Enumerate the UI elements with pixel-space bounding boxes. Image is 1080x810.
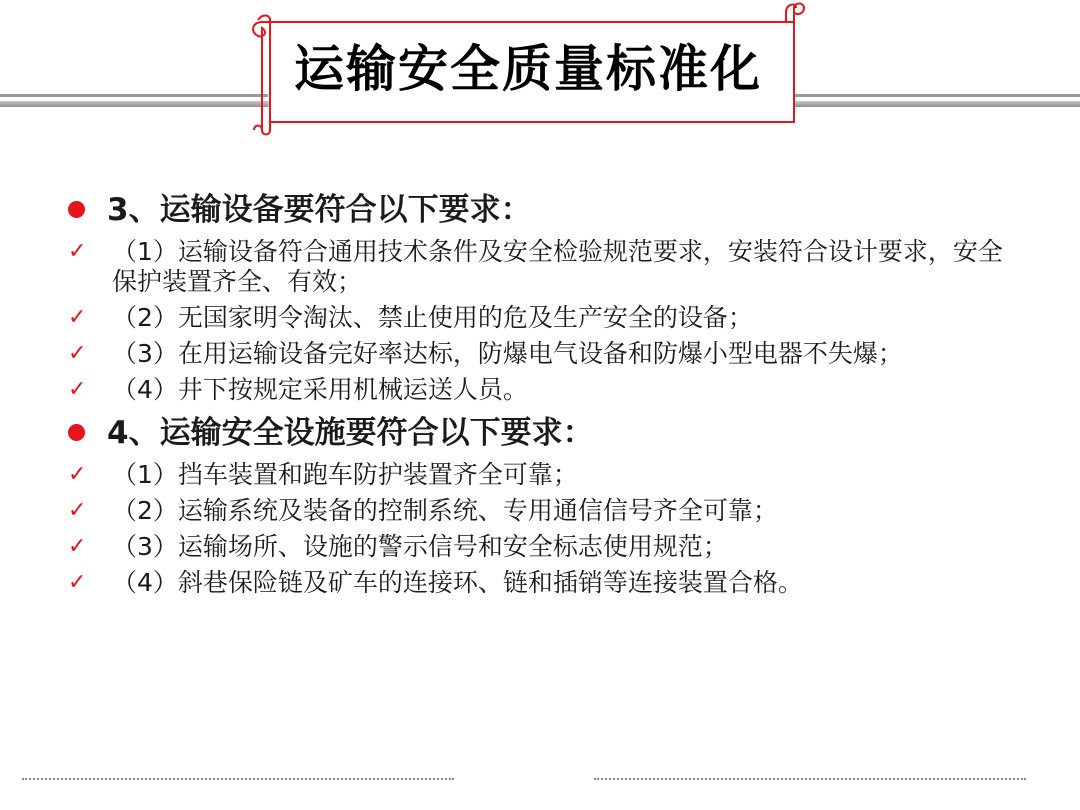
list-item bbox=[64, 339, 1014, 369]
list-item-text: （1）运输设备符合通用技术条件及安全检验规范要求，安装符合设计要求，安全保护装置齐全、有效； bbox=[112, 237, 1003, 296]
red-dot-icon bbox=[68, 201, 85, 218]
section-heading bbox=[64, 411, 1014, 455]
page-title: 运输安全质量标准化 bbox=[294, 40, 762, 98]
list-item-text: （2）运输系统及装备的控制系统、专用通信信号齐全可靠； bbox=[112, 496, 778, 525]
list-item bbox=[64, 375, 1014, 405]
footer-dotted-line-right bbox=[594, 778, 1026, 780]
section-heading bbox=[64, 188, 1014, 232]
check-mark-icon: ✓ bbox=[68, 462, 87, 487]
list-item-text: （3）在用运输设备完好率达标，防爆电气设备和防爆小型电器不失爆； bbox=[112, 339, 903, 368]
check-mark-icon: ✓ bbox=[68, 570, 87, 595]
list-item-text: （1）挡车装置和跑车防护装置齐全可靠； bbox=[112, 460, 578, 489]
content-list bbox=[64, 188, 1014, 604]
check-mark-icon: ✓ bbox=[68, 498, 87, 523]
list-item bbox=[64, 496, 1014, 526]
check-mark-icon: ✓ bbox=[68, 534, 87, 559]
list-item-text: （2）无国家明令淘汰、禁止使用的危及生产安全的设备； bbox=[112, 303, 753, 332]
list-item bbox=[64, 568, 1014, 598]
check-mark-icon: ✓ bbox=[68, 239, 87, 264]
list-item bbox=[64, 532, 1014, 562]
check-mark-icon: ✓ bbox=[68, 377, 87, 402]
list-item-text: （4）井下按规定采用机械运送人员。 bbox=[112, 375, 528, 404]
check-mark-icon: ✓ bbox=[68, 305, 87, 330]
list-item-text: （4）斜巷保险链及矿车的连接环、链和插销等连接装置合格。 bbox=[112, 568, 803, 597]
section-heading-text: 4、运输安全设施要符合以下要求： bbox=[107, 415, 594, 451]
red-dot-icon bbox=[68, 424, 85, 441]
list-item-text: （3）运输场所、设施的警示信号和安全标志使用规范； bbox=[112, 532, 728, 561]
list-item bbox=[64, 237, 1014, 297]
footer-dotted-line-left bbox=[22, 778, 454, 780]
title-scroll-banner bbox=[248, 0, 808, 136]
section-heading-text: 3、运输设备要符合以下要求： bbox=[107, 192, 532, 228]
list-item bbox=[64, 460, 1014, 490]
list-item bbox=[64, 303, 1014, 333]
check-mark-icon: ✓ bbox=[68, 341, 87, 366]
